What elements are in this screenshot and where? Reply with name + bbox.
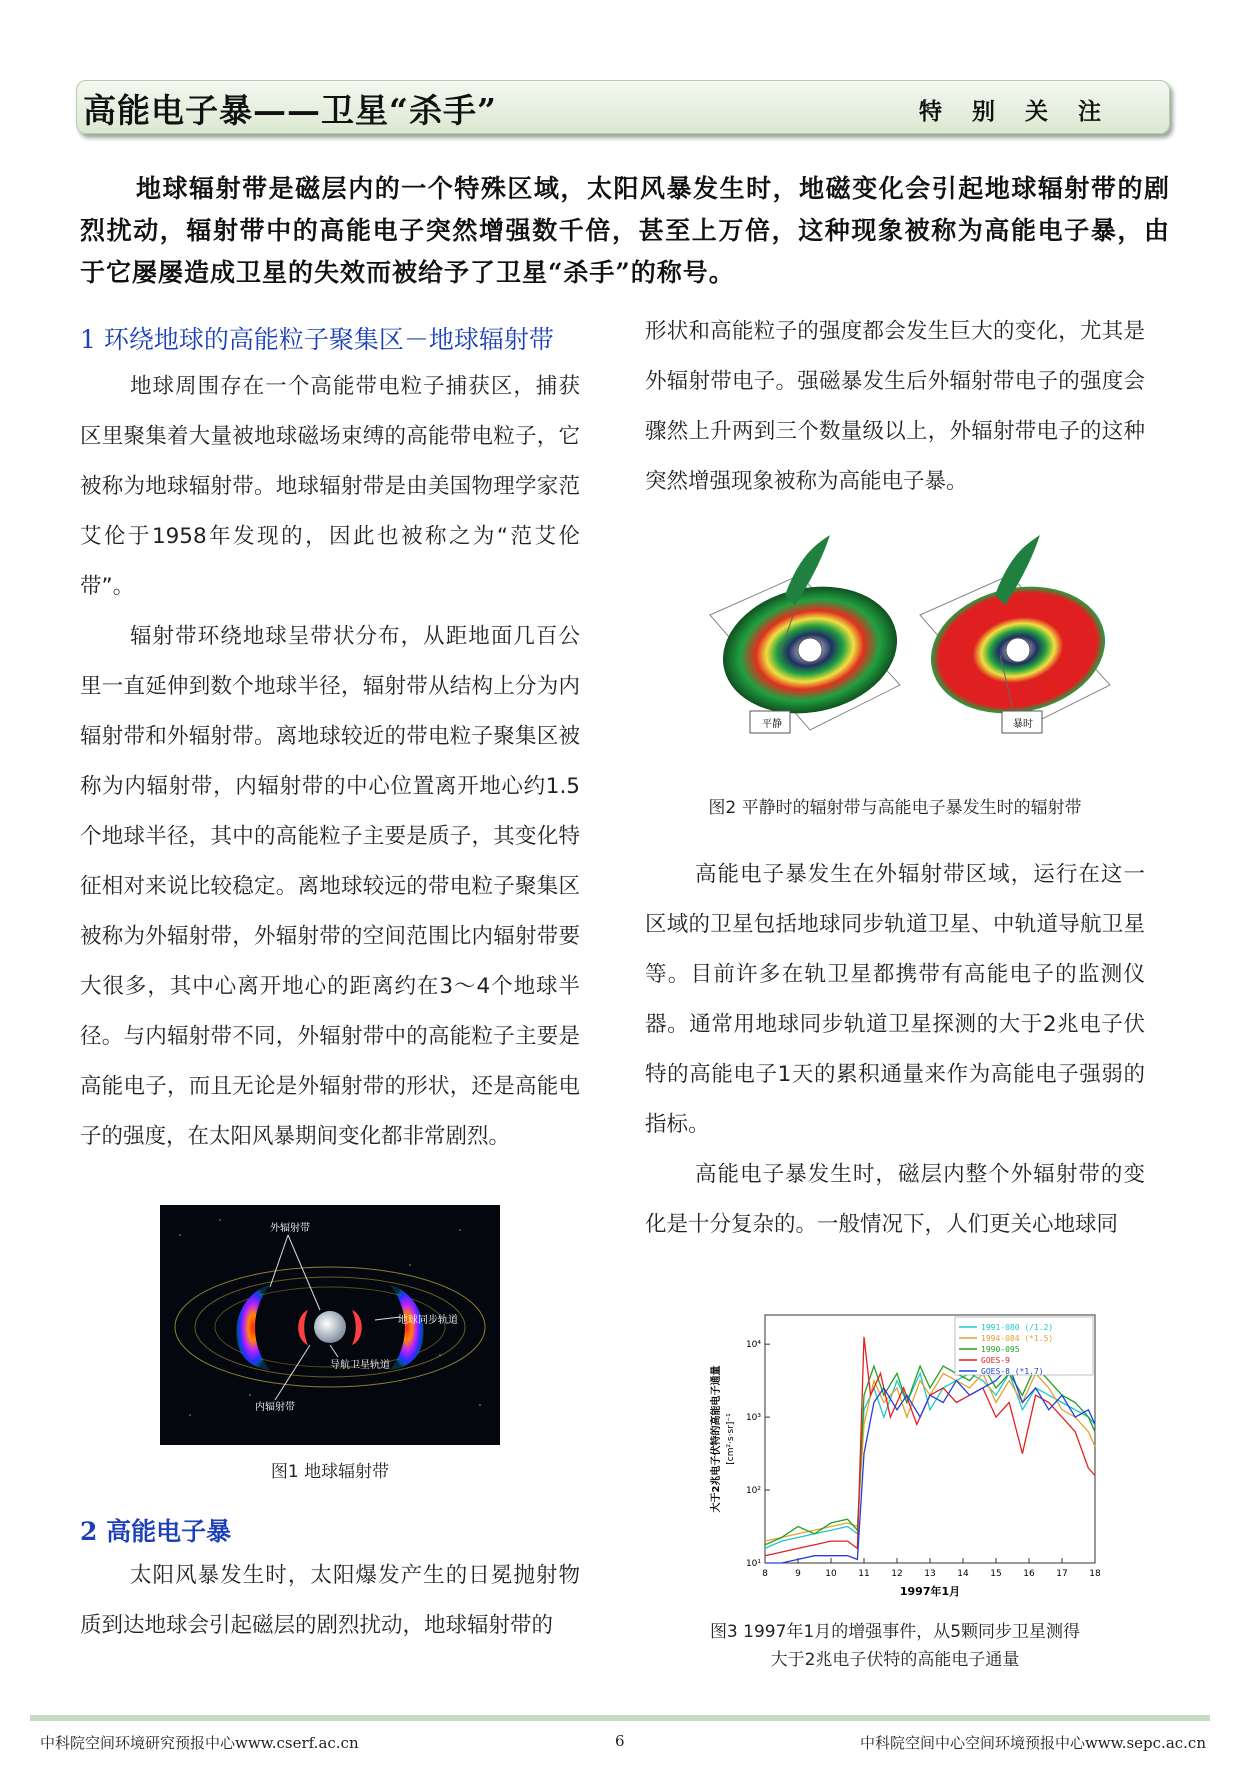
lead-paragraph: 地球辐射带是磁层内的一个特殊区域，太阳风暴发生时，地磁变化会引起地球辐射带的剧烈扰动，辐射带中的高能电子突然增强数千倍，甚至上万倍，这种现象被称为高能电子暴，由于它屡屡造成卫星的失效而被给予了卫星“杀手”的称号。 bbox=[80, 174, 1170, 287]
label-nav-orbit: 导航卫星轨道 bbox=[330, 1360, 390, 1371]
section2-paragraph1-continued: 形状和高能粒子的强度都会发生巨大的变化，尤其是外辐射带电子。强磁暴发生后外辐射带电子的强度会骤然上升两到三个数量级以上，外辐射带电子的这种突然增强现象被称为高能电子暴。 bbox=[645, 319, 1145, 494]
right-column-top bbox=[645, 307, 1145, 507]
figure3-caption bbox=[645, 1618, 1145, 1674]
x-tick-label: 10 bbox=[825, 1569, 837, 1579]
section2-paragraph2: 高能电子暴发生在外辐射带区域，运行在这一区域的卫星包括地球同步轨道卫星、中轨道导航卫星等。目前许多在轨卫星都携带有高能电子的监测仪器。通常用地球同步轨道卫星探测的大于2兆电子伏特的高能电子1天的累积通量来作为高能电子强弱的指标。 bbox=[645, 862, 1145, 1137]
flux-line-chart bbox=[705, 1305, 1105, 1605]
section1-paragraph1: 地球周围存在一个高能带电粒子捕获区，捕获区里聚集着大量被地球磁场束缚的高能带电粒子，它被称为地球辐射带。地球辐射带是由美国物理学家范艾伦于1958年发现的，因此也被称之为“范艾伦带”。 bbox=[80, 374, 580, 599]
x-tick-label: 12 bbox=[891, 1569, 903, 1579]
left-column bbox=[80, 362, 580, 1162]
y-tick-label: 10¹ bbox=[745, 1559, 761, 1569]
figure2-caption: 图2 平静时的辐射带与高能电子暴发生时的辐射带 bbox=[708, 798, 1082, 818]
x-tick-label: 9 bbox=[795, 1569, 801, 1579]
label-geo-orbit: 地球同步轨道 bbox=[398, 1315, 458, 1326]
x-axis-label: 1997年1月 bbox=[899, 1585, 961, 1598]
legend-entry: 1990-095 bbox=[981, 1345, 1020, 1354]
section2-paragraph1: 太阳风暴发生时，太阳爆发产生的日冕抛射物质到达地球会引起磁层的剧烈扰动，地球辐射带的 bbox=[80, 1563, 580, 1638]
radiation-belt-illustration bbox=[160, 1205, 500, 1445]
section2-paragraph3: 高能电子暴发生时，磁层内整个外辐射带的变化是十分复杂的。一般情况下，人们更关心地球同 bbox=[645, 1162, 1145, 1237]
label-quiet: 平静 bbox=[762, 719, 782, 730]
section2-heading: 2 高能电子暴 bbox=[80, 1517, 232, 1546]
section1-heading: 1 环绕地球的高能粒子聚集区－地球辐射带 bbox=[80, 325, 554, 354]
legend-entry: GOES-9 bbox=[981, 1356, 1010, 1365]
section1-paragraph2: 辐射带环绕地球呈带状分布，从距地面几百公里一直延伸到数个地球半径，辐射带从结构上分为内辐射带和外辐射带。离地球较近的带电粒子聚集区被称为内辐射带，内辐射带的中心位置离开地心约1.5个地球半径，其中的高能粒子主要是质子，其变化特征相对来说比较稳定。离地球较远的带电粒子聚集区被称为外辐射带，外辐射带的空间范围比内辐射带要大很多，其中心离开地心的距离约在3～4个地球半径。与内辐射带不同，外辐射带中的高能粒子主要是高能电子，而且无论是外辐射带的形状，还是高能电子的强度，在太阳风暴期间变化都非常剧烈。 bbox=[80, 624, 580, 1149]
figure3-caption-line1: 图3 1997年1月的增强事件，从5颗同步卫星测得 bbox=[709, 1622, 1081, 1642]
article-title: 高能电子暴——卫星“杀手” bbox=[83, 91, 497, 130]
page-number: 6 bbox=[615, 1732, 625, 1750]
page-header bbox=[76, 80, 1170, 134]
y-axis-label: 大于2兆电子伏特的高能电子通量 bbox=[711, 1365, 722, 1513]
y-tick-label: 10³ bbox=[745, 1413, 761, 1424]
label-outer-belt: 外辐射带 bbox=[270, 1223, 310, 1234]
label-inner-belt: 内辐射带 bbox=[255, 1402, 295, 1413]
x-tick-label: 18 bbox=[1089, 1569, 1101, 1579]
footer-right: 中科院空间中心空间环境预报中心www.sepc.ac.cn bbox=[859, 1734, 1206, 1752]
figure1-caption: 图1 地球辐射带 bbox=[270, 1462, 390, 1482]
figure3-chart bbox=[705, 1305, 1105, 1605]
earth-icon bbox=[314, 1311, 346, 1343]
figure3-caption-line2: 大于2兆电子伏特的高能电子通量 bbox=[770, 1650, 1020, 1670]
x-tick-label: 8 bbox=[762, 1569, 768, 1579]
right-column-middle bbox=[645, 850, 1145, 1250]
section2-left-text bbox=[80, 1551, 580, 1651]
legend-entry: 1991-080 (/1.2) bbox=[981, 1323, 1054, 1332]
x-tick-label: 16 bbox=[1023, 1569, 1035, 1579]
figure2-belt-comparison bbox=[700, 535, 1120, 775]
y-axis-unit: [cm²·s·sr]⁻¹ bbox=[726, 1413, 736, 1465]
legend-entry: GOES-8 (*1.7) bbox=[981, 1367, 1044, 1376]
x-tick-label: 14 bbox=[957, 1569, 969, 1579]
y-tick-label: 10² bbox=[745, 1486, 761, 1497]
x-tick-label: 17 bbox=[1056, 1569, 1068, 1579]
legend-entry: 1994-084 (*1.5) bbox=[981, 1334, 1054, 1343]
x-tick-label: 15 bbox=[990, 1569, 1002, 1579]
figure1-radiation-belts bbox=[160, 1205, 500, 1445]
label-storm: 暴时 bbox=[1013, 719, 1033, 730]
y-tick-label: 10⁴ bbox=[745, 1340, 761, 1351]
section-label: 特别关注 bbox=[919, 98, 1131, 125]
belt-comparison-illustration bbox=[700, 535, 1120, 775]
x-tick-label: 13 bbox=[924, 1569, 936, 1579]
x-tick-label: 11 bbox=[858, 1569, 870, 1579]
footer-left: 中科院空间环境研究预报中心www.cserf.ac.cn bbox=[40, 1734, 359, 1752]
footer-divider bbox=[30, 1715, 1210, 1721]
